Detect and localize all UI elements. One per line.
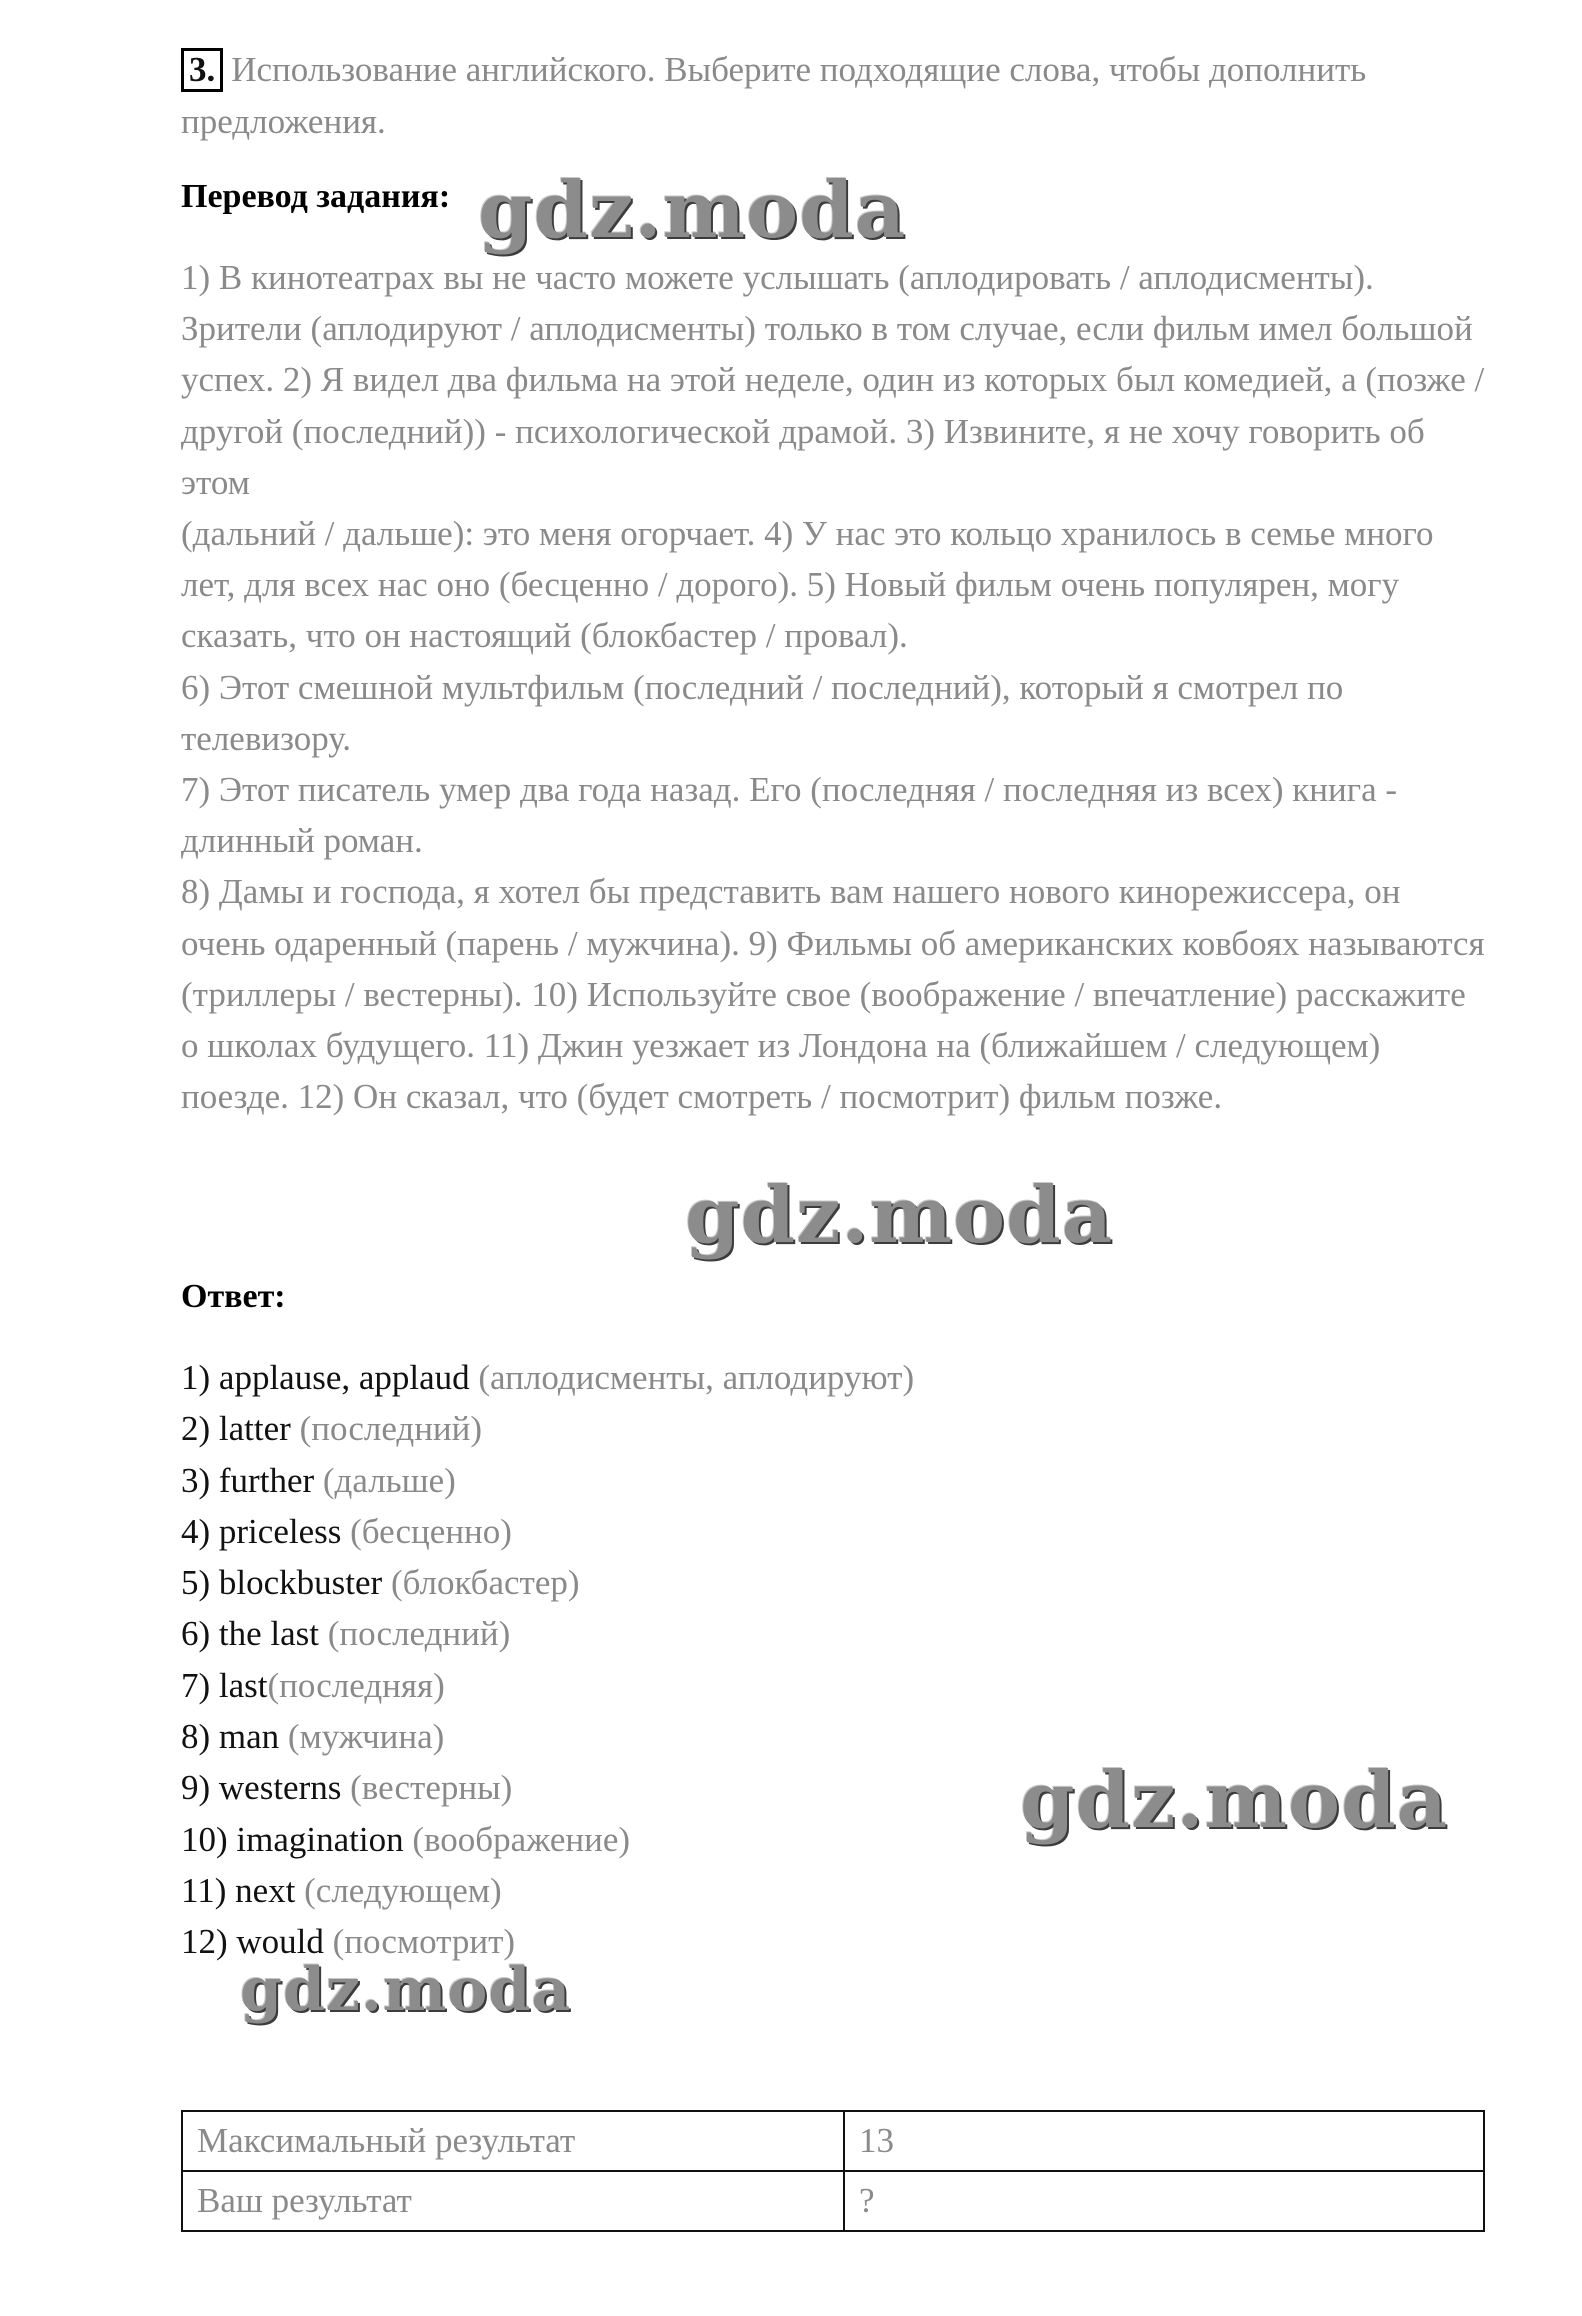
answer-english: 6) the last <box>181 1614 320 1654</box>
answer-english: 2) latter <box>181 1409 291 1449</box>
task-instruction: Использование английского. Выберите подходящие слова, чтобы дополнить предложения. <box>181 50 1367 141</box>
watermark: gdz.moda <box>478 165 907 256</box>
answer-item <box>181 1865 1081 1916</box>
answer-item <box>181 1455 1081 1506</box>
task-number: 3. <box>181 48 223 92</box>
answer-item <box>181 1403 1081 1454</box>
translation-paragraph: 7) Этот писатель умер два года назад. Его (последняя / последняя из всех) книга - длинный роман. <box>181 770 1398 861</box>
answer-russian: (дальше) <box>314 1460 456 1500</box>
answer-item <box>181 1608 1081 1659</box>
answer-russian: (следующем) <box>295 1870 502 1910</box>
answer-item <box>181 1506 1081 1557</box>
answer-item <box>181 1557 1081 1608</box>
answer-label: Ответ: <box>181 1278 286 1315</box>
answer-russian: (последняя) <box>267 1665 445 1705</box>
answer-english: 12) would <box>181 1922 324 1962</box>
translation-paragraph: (дальний / дальше): это меня огорчает. 4) У нас это кольцо хранилось в семье много лет, для всех нас оно (бесценно / дорого). 5) Новый фильм очень популярен, могу сказать, что он настоящий (блокбастер / провал). <box>181 514 1434 656</box>
answer-item <box>181 1814 1081 1865</box>
table-row <box>182 2171 1484 2231</box>
answer-item <box>181 1660 1081 1711</box>
watermark: gdz.moda <box>685 1170 1114 1261</box>
task-header <box>181 44 1481 148</box>
answer-english: 3) further <box>181 1460 315 1500</box>
answer-russian: (мужчина) <box>279 1717 445 1757</box>
answer-english: 1) applause, applaud <box>181 1358 470 1397</box>
answer-item <box>181 1711 1081 1762</box>
translation-paragraph: 6) Этот смешной мультфильм (последний / последний), который я смотрел по телевизору. <box>181 667 1344 758</box>
watermark: gdz.moda <box>1020 1755 1449 1846</box>
answer-english: 8) man <box>181 1717 280 1757</box>
answer-russian: (блокбастер) <box>382 1563 580 1603</box>
answer-russian: (последний) <box>319 1614 511 1654</box>
table-row <box>182 2111 1484 2171</box>
answer-russian: (вестерны) <box>341 1768 513 1808</box>
answer-item <box>181 1762 1081 1813</box>
max-result-label: Максимальный результат <box>182 2111 844 2171</box>
answer-english: 7) last <box>181 1665 268 1705</box>
answer-english: 9) westerns <box>181 1768 342 1808</box>
answer-russian: (воображение) <box>403 1819 631 1859</box>
answer-english: 5) blockbuster <box>181 1563 383 1603</box>
answer-russian: (бесценно) <box>341 1511 512 1551</box>
translation-label: Перевод задания: <box>181 178 451 215</box>
answer-russian: (последний) <box>290 1409 483 1449</box>
your-result-value: ? <box>844 2171 1484 2231</box>
answer-english: 11) next <box>181 1870 296 1910</box>
answer-english: 10) imagination <box>181 1819 404 1859</box>
translation-text <box>181 252 1491 1122</box>
your-result-label: Ваш результат <box>182 2171 844 2231</box>
answer-item <box>181 1352 1081 1403</box>
watermark: gdz.moda <box>240 1955 572 2025</box>
translation-paragraph: 1) В кинотеатрах вы не часто можете услышать (аплодировать / аплодисменты). Зрители (аплодируют / аплодисменты) только в том случае, если фильм имел большой успех. 2) Я видел два фильма на этой неделе, один из которых был комедией, а (позже / другой (последний)) - психологической драмой. 3) Извините, я не хочу говорить об этом <box>181 258 1485 502</box>
answer-english: 4) priceless <box>181 1511 342 1551</box>
answer-russian: (посмотрит) <box>323 1922 516 1962</box>
max-result-value: 13 <box>844 2111 1484 2171</box>
answer-list <box>181 1352 1081 1968</box>
result-table <box>181 2110 1485 2232</box>
answer-russian: (аплодисменты, аплодируют) <box>469 1358 915 1397</box>
translation-paragraph: 8) Дамы и господа, я хотел бы представить вам нашего нового кинорежиссера, он очень одаренный (парень / мужчина). 9) Фильмы об американских ковбоях называются (триллеры / вестерны). 10) Используйте свое (воображение / впечатление) расскажите о школах будущего. 11) Джин уезжает из Лондона на (ближайшем / следующем) поезде. 12) Он сказал, что (будет смотреть / посмотрит) фильм позже. <box>181 872 1485 1117</box>
